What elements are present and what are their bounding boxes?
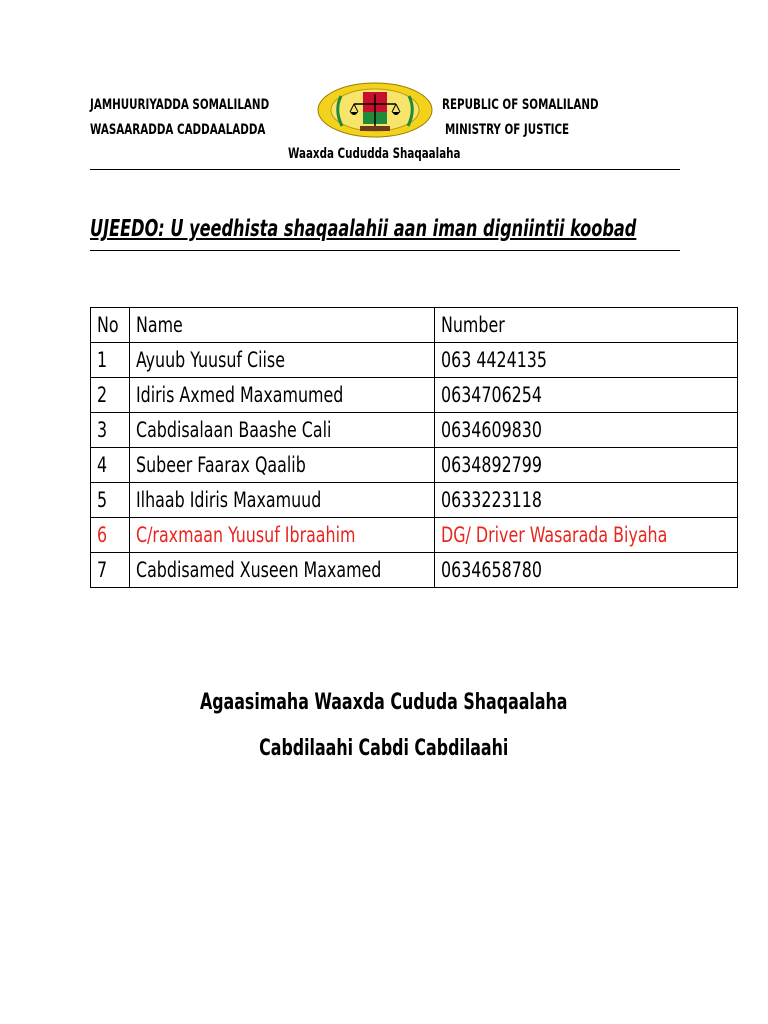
row-number: 0634609830 (434, 413, 737, 448)
row-name: Subeer Faarax Qaalib (129, 448, 434, 483)
somaliland-coat-of-arms-icon (316, 82, 434, 138)
row-no: 2 (91, 378, 130, 413)
row-no: 4 (91, 448, 130, 483)
row-name: Idiris Axmed Maxamumed (129, 378, 434, 413)
header-number: Number (434, 308, 737, 343)
table-row (91, 448, 738, 483)
row-name: C/raxmaan Yuusuf Ibraahim (129, 518, 434, 553)
table-row (91, 413, 738, 448)
row-number: 0633223118 (434, 483, 737, 518)
row-number: 0634658780 (434, 553, 737, 588)
signatory-name: Cabdilaahi Cabdi Cabdilaahi (259, 736, 509, 761)
row-name: Ilhaab Idiris Maxamuud (129, 483, 434, 518)
table-row-highlighted (91, 518, 738, 553)
header-left-line2: WASAARADDA CADDAALADDA (90, 122, 266, 138)
row-name: Cabdisamed Xuseen Maxamed (129, 553, 434, 588)
header-name: Name (129, 308, 434, 343)
header-no: No (91, 308, 130, 343)
table-row (91, 483, 738, 518)
table-row (91, 378, 738, 413)
row-name: Ayuub Yuusuf Ciise (129, 343, 434, 378)
row-no: 6 (91, 518, 130, 553)
department-name: Waaxda Cududda Shaqaalaha (288, 146, 461, 162)
row-name: Cabdisalaan Baashe Cali (129, 413, 434, 448)
row-number: 063 4424135 (434, 343, 737, 378)
row-no: 1 (91, 343, 130, 378)
header-left-line1: JAMHUURIYADDA SOMALILAND (90, 97, 270, 113)
row-no: 7 (91, 553, 130, 588)
purpose-divider (90, 250, 680, 251)
staff-table (90, 307, 738, 588)
header-right-line2: MINISTRY OF JUSTICE (445, 122, 570, 138)
table-row (91, 553, 738, 588)
table-header-row (91, 308, 738, 343)
table-row (91, 343, 738, 378)
header-divider (90, 169, 680, 170)
row-number: 0634892799 (434, 448, 737, 483)
header-right-line1: REPUBLIC OF SOMALILAND (442, 97, 599, 113)
row-number: 0634706254 (434, 378, 737, 413)
row-no: 5 (91, 483, 130, 518)
row-no: 3 (91, 413, 130, 448)
signatory-title: Agaasimaha Waaxda Cududa Shaqaalaha (200, 690, 568, 715)
purpose-heading: UJEEDO: U yeedhista shaqaalahii aan iman digniintii koobad (90, 216, 637, 242)
row-number: DG/ Driver Wasarada Biyaha (434, 518, 737, 553)
